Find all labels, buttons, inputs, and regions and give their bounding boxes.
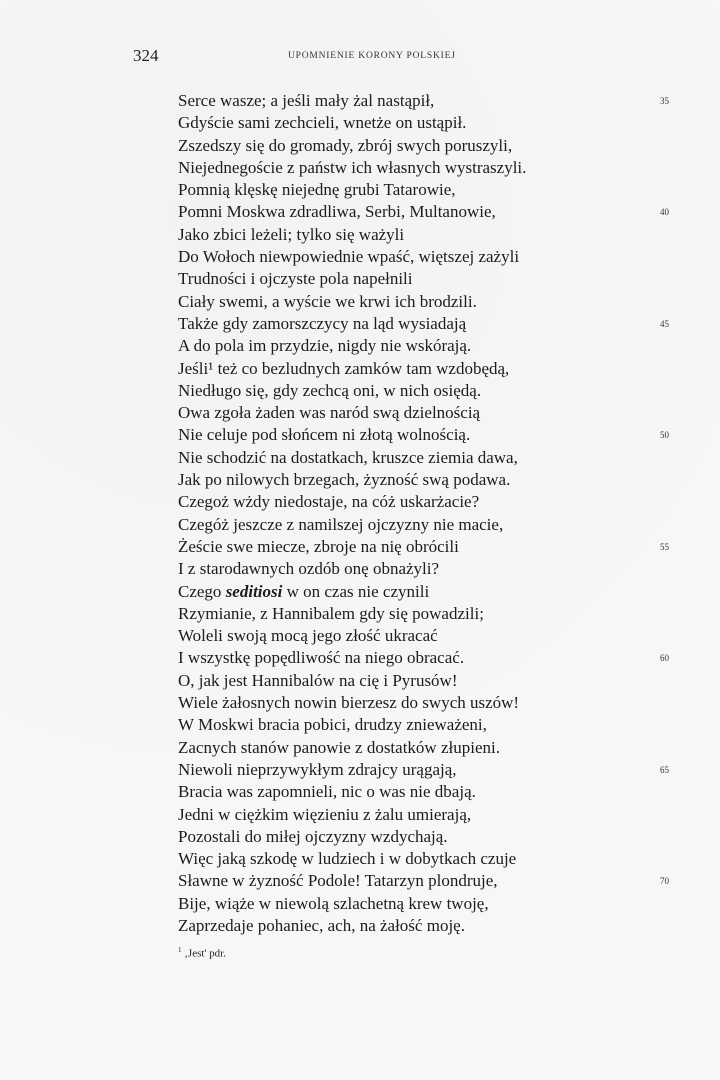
verse-line <box>178 380 678 402</box>
verse-line <box>178 714 678 736</box>
verse-line <box>178 625 678 647</box>
verse-text: Gdyście sami zechcieli, wnetże on ustąpił. <box>178 113 467 133</box>
verse-text: Zaprzedaje pohaniec, ach, na żałość moję. <box>178 915 465 935</box>
verse-text: Także gdy zamorszczycy na ląd wysiadają <box>178 313 467 333</box>
verse-text: I z starodawnych ozdób onę obnażyli? <box>178 559 440 579</box>
verse-text: Jak po nilowych brzegach, żyzność swą podawa. <box>178 470 511 490</box>
latin-word: seditiosi <box>225 581 283 601</box>
verse-text: Nie celuje pod słońcem ni złotą wolnością. <box>178 425 471 445</box>
verse-text: Zszedszy się do gromady, zbrój swych poruszyli, <box>178 135 513 155</box>
verse-text: Ciały swemi, a wyście we krwi ich brodzili. <box>178 291 477 311</box>
verse-line <box>178 112 678 134</box>
verse-text: Czego seditiosi w on czas nie czynili <box>178 581 430 601</box>
verse-line <box>178 491 678 513</box>
footnote-text: ‚Jest' pdr. <box>184 947 226 960</box>
verse-line <box>178 870 678 892</box>
verse-text: Bracia was zapomnieli, nic o was nie dbają. <box>178 782 476 802</box>
verse-text: Jeśli¹ też co bezludnych zamków tam wzdobędą, <box>178 358 510 378</box>
verse-line <box>178 692 678 714</box>
verse-text: Serce wasze; a jeśli mały żal nastąpił, <box>178 91 435 110</box>
verse-text: Trudności i ojczyste pola napełnili <box>178 269 413 289</box>
verse-text: Do Wołoch niewpowiednie wpaść, więtszej zażyli <box>178 247 520 267</box>
verse-text: Sławne w żyzność Podole! Tatarzyn plondruje, <box>178 871 498 891</box>
verse-line <box>178 246 678 268</box>
verse-text: Nie schodzić na dostatkach, kruszce ziemia dawa, <box>178 447 518 467</box>
verse-line <box>178 358 678 380</box>
verse-line <box>178 893 678 915</box>
verse-line <box>178 781 678 803</box>
line-number: 50 <box>660 430 669 441</box>
verse-line <box>178 514 678 536</box>
verse-text: Żeście swe miecze, zbroje na nię obrócili <box>178 536 459 556</box>
footnote-marker: 1 <box>178 946 182 954</box>
verse-text: Jako zbici leżeli; tylko się ważyli <box>178 224 405 244</box>
line-number: 40 <box>660 207 669 218</box>
verse-line <box>178 759 678 781</box>
verse-line <box>178 447 678 469</box>
verse-line <box>178 313 678 335</box>
verse-line <box>178 603 678 625</box>
verse-text: Niedługo się, gdy zechcą oni, w nich osiędą. <box>178 380 482 400</box>
verse-text: Pozostali do miłej ojczyzny wzdychają. <box>178 826 448 846</box>
verse-text: A do pola im przydzie, nigdy nie wskórają. <box>178 336 472 356</box>
verse-line <box>178 670 678 692</box>
line-number: 60 <box>660 653 669 664</box>
verse-line <box>178 157 678 179</box>
verse-line <box>178 469 678 491</box>
verse-text: Owa zgoła żaden was naród swą dzielnością <box>178 403 481 423</box>
verse-text: W Moskwi bracia pobici, drudzy znieważeni, <box>178 715 487 735</box>
verse-line <box>178 424 678 446</box>
verse-text: Bije, wiąże w niewolą szlachetną krew twoję, <box>178 893 489 913</box>
line-number: 65 <box>660 764 669 775</box>
poem-text <box>178 90 678 937</box>
line-number: 45 <box>660 318 669 329</box>
verse-line <box>178 558 678 580</box>
verse-line <box>178 179 678 201</box>
verse-line <box>178 647 678 669</box>
verse-line <box>178 224 678 246</box>
verse-line <box>178 804 678 826</box>
verse-line <box>178 268 678 290</box>
verse-text: Zacnych stanów panowie z dostatków złupieni. <box>178 737 500 757</box>
verse-text: Wiele żałosnych nowin bierzesz do swych uszów! <box>178 693 520 713</box>
verse-text: Czegóż jeszcze z namilszej ojczyzny nie macie, <box>178 514 504 534</box>
verse-line <box>178 536 678 558</box>
verse-line <box>178 915 678 937</box>
verse-text: Pomni Moskwa zdradliwa, Serbi, Multanowie, <box>178 202 496 222</box>
verse-line <box>178 737 678 759</box>
verse-line <box>178 135 678 157</box>
verse-text: Woleli swoją mocą jego złość ukracać <box>178 626 438 646</box>
verse-line <box>178 848 678 870</box>
page-header <box>133 46 593 70</box>
line-number: 55 <box>660 541 669 552</box>
verse-line <box>178 201 678 223</box>
verse-line <box>178 291 678 313</box>
line-number: 35 <box>660 96 669 106</box>
verse-line <box>178 826 678 848</box>
verse-line <box>178 402 678 424</box>
line-number: 70 <box>660 876 669 887</box>
verse-line <box>178 90 678 112</box>
page-number: 324 <box>133 46 159 65</box>
verse-line <box>178 581 678 603</box>
verse-line <box>178 335 678 357</box>
verse-text: Czegoż wżdy niedostaje, na cóż uskarżacie? <box>178 492 480 512</box>
verse-text: Rzymianie, z Hannibalem gdy się powadzili; <box>178 603 484 623</box>
verse-text: Niejednegoście z państw ich własnych wystraszyli. <box>178 157 527 177</box>
footnote <box>178 946 226 960</box>
verse-text: O, jak jest Hannibalów na cię i Pyrusów! <box>178 670 458 690</box>
verse-text: I wszystkę popędliwość na niego obracać. <box>178 648 465 668</box>
verse-text: Niewoli nieprzywykłym zdrajcy urągają, <box>178 759 457 779</box>
verse-text: Jedni w ciężkim więzieniu z żalu umierają, <box>178 804 472 824</box>
verse-text: Pomnią klęskę niejednę grubi Tatarowie, <box>178 180 456 200</box>
running-title: UPOMNIENIE KORONY POLSKIEJ <box>288 51 456 61</box>
verse-text: Więc jaką szkodę w ludziech i w dobytkach czuje <box>178 849 517 869</box>
